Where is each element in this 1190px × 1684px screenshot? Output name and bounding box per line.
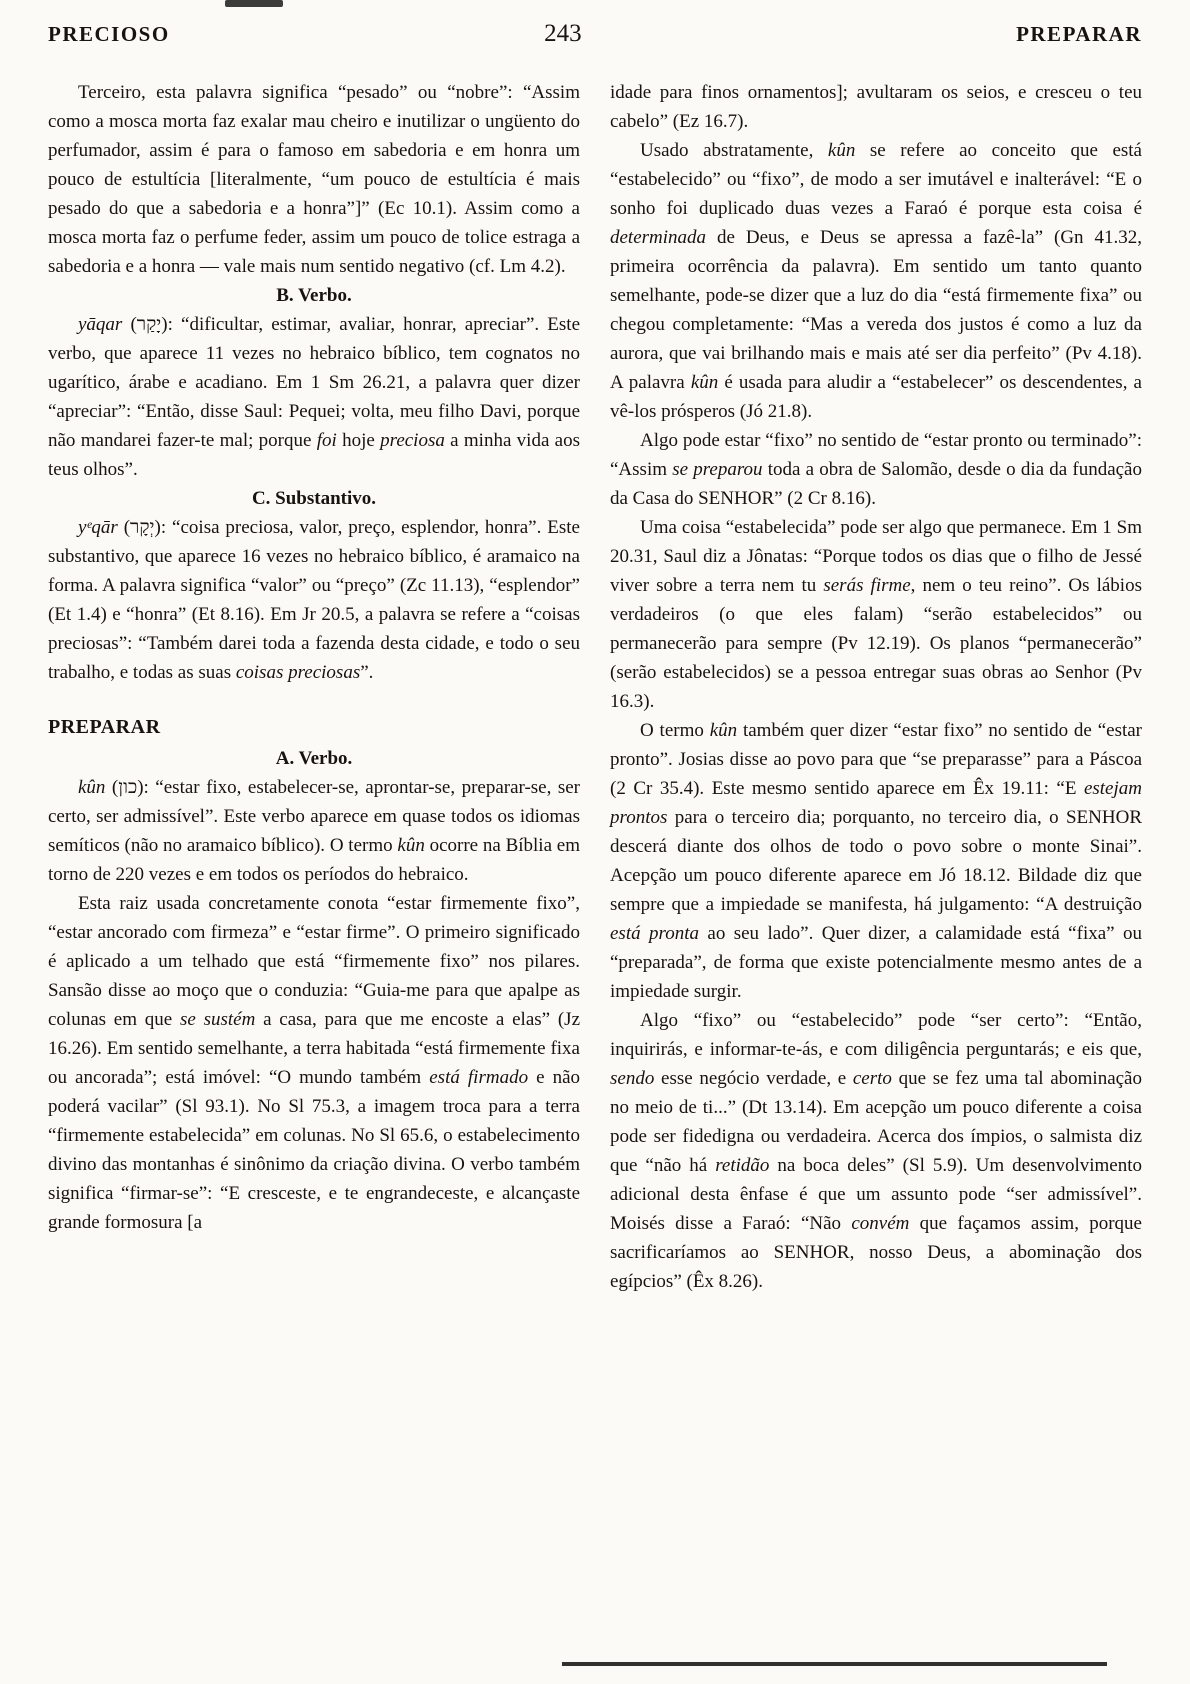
section-subheading: C. Substantivo. bbox=[251, 488, 377, 509]
scan-artifact-top bbox=[225, 0, 283, 7]
two-column-text bbox=[48, 78, 1142, 1296]
paragraph: Usado abstratamente, kûn se refere ao conceito que está “estabelecido” ou “fixo”, de modo a ser imutável e inalterável: “E o sonho foi duplicado duas vezes a Faraó é porque esta coisa é determinada de Deus, e Deus se apressa a fazê-la” (Gn 41.32, primeira ocorrência da palavra). Em sentido um tanto quanto semelhante, pode-se dizer que a luz do dia “está firmemente fixa” ou chegou completamente: “Mas a vereda dos justos é como a luz da aurora, que vai brilhando mais e mais até ser dia perfeito” (Pv 4.18). A palavra kûn é usada para aludir a “estabelecer” os descendentes, a vê-los prósperos (Jó 21.8). bbox=[610, 140, 1142, 422]
section-subheading: A. Verbo. bbox=[275, 748, 353, 769]
paragraph: Algo “fixo” ou “estabelecido” pode “ser certo”: “Então, inquirirás, e informar-te-ás, e com diligência perguntarás; e eis que, sendo esse negócio verdade, e certo que se fez uma tal abominação no meio de ti...” (Dt 13.14). Em acepção um pouco diferente a coisa pode ser fidedigna ou verdadeira. Acerca dos ímpios, o salmista diz que “não há retidão na boca deles” (Sl 5.9). Um desenvolvimento adicional desta ênfase é que um assunto pode “ser admissível”. Moisés disse a Faraó: “Não convém que façamos assim, porque sacrificaríamos ao SENHOR, nosso Deus, a abominação dos egípcios” (Êx 8.26). bbox=[610, 1010, 1142, 1292]
paragraph: idade para finos ornamentos]; avultaram os seios, e cresceu o teu cabelo” (Ez 16.7). bbox=[610, 82, 1142, 132]
running-head-right: PREPARAR bbox=[1016, 22, 1142, 46]
paragraph: Uma coisa “estabelecida” pode ser algo que permanece. Em 1 Sm 20.31, Saul diz a Jônatas: “Porque todos os dias que o filho de Jessé viver sobre a terra nem tu serás firme, nem o teu reino”. Os lábios verdadeiros (o que eles falam) “serão estabelecidos” ou permanecerão para sempre (Pv 12.19). Os planos “permanecerão” (serão estabelecidos) se a pessoa entregar suas obras ao Senhor (Pv 16.3). bbox=[610, 517, 1142, 712]
paragraph: Esta raiz usada concretamente conota “estar firmemente fixo”, “estar ancorado com firmeza” e “estar firme”. O primeiro significado é aplicado a um telhado que está “firmemente fixo” nos pilares. Sansão disse ao moço que o conduzia: “Guia-me para que apalpe as colunas em que se sustém a casa, para que me encoste a elas” (Jz 16.26). Em sentido semelhante, a terra habitada “está firmemente fixa ou ancorada”; está imóvel: “O mundo também está firmado e não poderá vacilar” (Sl 93.1). No Sl 75.3, a imagem troca para a terra “firmemente estabelecida” em colunas. No Sl 65.6, o estabelecimento divino das montanhas é sinônimo da criação divina. O verbo também significa “firmar-se”: “E cresceste, e te engrandeceste, e alcançaste grande formosura [a bbox=[48, 893, 581, 1233]
paragraph: Algo pode estar “fixo” no sentido de “estar pronto ou terminado”: “Assim se preparou toda a obra de Salomão, desde o dia da fundação da Casa do SENHOR” (2 Cr 8.16). bbox=[610, 430, 1142, 509]
paragraph: kûn (כון): “estar fixo, estabelecer-se, aprontar-se, preparar-se, ser certo, ser admissível”. Este verbo aparece em quase todos os idiomas semíticos (não no aramaico bíblico). O termo kûn ocorre na Bíblia em torno de 220 vezes e em todos os períodos do hebraico. bbox=[48, 777, 580, 885]
page-header bbox=[48, 20, 1142, 48]
text-column-right bbox=[610, 78, 1142, 1296]
paragraph: Terceiro, esta palavra significa “pesado” ou “nobre”: “Assim como a mosca morta faz exalar mau cheiro e inutilizar o ungüento do perfumador, assim é para o famoso em sabedoria e em honra um pouco de estultícia [literalmente, “um pouco de estultícia é mais pesado do que a sabedoria e a honra”]” (Ec 10.1). Assim como a mosca morta faz o perfume feder, assim um pouco de tolice estraga a sabedoria e a honra — vale mais num sentido negativo (cf. Lm 4.2). bbox=[48, 82, 580, 277]
page-number: 243 bbox=[544, 20, 582, 47]
running-head-left: PRECIOSO bbox=[48, 22, 170, 46]
paragraph: yᵉqār (יְקָר): “coisa preciosa, valor, preço, esplendor, honra”. Este substantivo, que aparece 16 vezes no hebraico bíblico, é aramaico na forma. A palavra significa “valor” ou “preço” (Zc 11.13), “esplendor” (Et 1.4) e “honra” (Et 8.16). Em Jr 20.5, a palavra se refere a “coisas preciosas”: “Também darei toda a fazenda desta cidade, e todo o seu trabalho, e todas as suas coisas preciosas”. bbox=[48, 517, 580, 683]
paragraph: yāqar (יָקַר): “dificultar, estimar, avaliar, honrar, apreciar”. Este verbo, que aparece 11 vezes no hebraico bíblico, tem cognatos no ugarítico, árabe e acadiano. Em 1 Sm 26.21, a palavra quer dizer “apreciar”: “Então, disse Saul: Pequei; volta, meu filho Davi, porque não mandarei fazer-te mal; porque foi hoje preciosa a minha vida aos teus olhos”. bbox=[48, 314, 581, 480]
text-column-left bbox=[48, 78, 580, 1296]
paragraph: O termo kûn também quer dizer “estar fixo” no sentido de “estar pronto”. Josias disse ao povo para que “se preparasse” para a Páscoa (2 Cr 35.4). Este mesmo sentido aparece em Êx 19.11: “E estejam prontos para o terceiro dia; porquanto, no terceiro dia, o SENHOR descerá diante dos olhos de todo o povo sobre o monte Sinai”. Acepção um pouco diferente aparece em Jó 18.12. Bildade diz que sempre que a impiedade se manifesta, há julgamento: “A destruição está pronta ao seu lado”. Quer dizer, a calamidade está “fixa” ou “preparada”, de forma que existe potencialmente mesmo antes de a impiedade surgir. bbox=[610, 720, 1142, 1002]
scan-artifact-bottom bbox=[562, 1662, 1107, 1666]
entry-heading: PREPARAR bbox=[48, 716, 161, 738]
section-subheading: B. Verbo. bbox=[276, 285, 352, 306]
